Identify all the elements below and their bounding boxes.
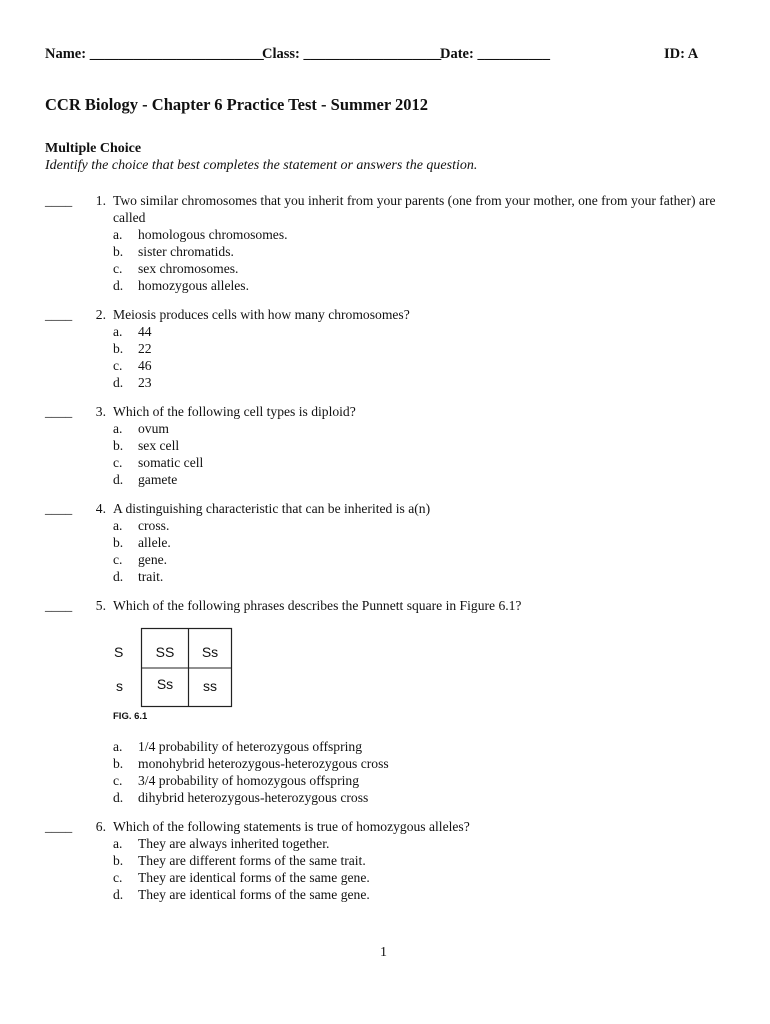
question-number: 5. bbox=[95, 598, 106, 613]
option-letter: b. bbox=[113, 535, 124, 550]
option-text: sex chromosomes. bbox=[138, 261, 239, 276]
question-stem: Meiosis produces cells with how many chromosomes? bbox=[113, 307, 410, 322]
option-letter: c. bbox=[113, 552, 123, 567]
question-stem: Two similar chromosomes that you inherit from your parents (one from your mother, one from your father) are called bbox=[113, 193, 716, 225]
option-letter: d. bbox=[113, 472, 124, 487]
option-letter: c. bbox=[113, 358, 123, 373]
answer-blank: ____ bbox=[45, 501, 73, 516]
option-text: 46 bbox=[138, 358, 152, 373]
row-label-recessive: s bbox=[116, 678, 123, 694]
page-number: 1 bbox=[380, 945, 387, 960]
question-number: 3. bbox=[95, 404, 106, 419]
question-number: 6. bbox=[95, 819, 106, 834]
option-a bbox=[113, 738, 362, 755]
option-c bbox=[113, 357, 152, 374]
option-a bbox=[113, 226, 288, 243]
option-d bbox=[113, 886, 370, 903]
option-text: homozygous alleles. bbox=[138, 278, 249, 293]
option-text: They are different forms of the same trait. bbox=[138, 853, 366, 868]
option-c bbox=[113, 260, 238, 277]
option-letter: c. bbox=[113, 870, 123, 885]
answer-blank: ____ bbox=[45, 404, 73, 419]
option-text: 44 bbox=[138, 324, 152, 339]
option-text: gamete bbox=[138, 472, 178, 487]
option-text: allele. bbox=[138, 535, 171, 550]
option-letter: c. bbox=[113, 773, 123, 788]
option-text: They are identical forms of the same gene. bbox=[138, 887, 370, 902]
name-field-label: Name: ________________________ bbox=[45, 46, 264, 62]
option-letter: a. bbox=[113, 421, 123, 436]
class-field-label: Class: ___________________ bbox=[262, 46, 442, 62]
option-text: They are always inherited together. bbox=[138, 836, 330, 851]
option-text: 3/4 probability of homozygous offspring bbox=[138, 773, 360, 788]
option-letter: b. bbox=[113, 438, 124, 453]
option-letter: c. bbox=[113, 261, 123, 276]
option-text: ovum bbox=[138, 421, 169, 436]
option-b bbox=[113, 243, 234, 260]
option-letter: d. bbox=[113, 887, 124, 902]
option-text: homologous chromosomes. bbox=[138, 227, 288, 242]
option-letter: a. bbox=[113, 324, 123, 339]
answer-blank: ____ bbox=[45, 193, 73, 208]
answer-blank: ____ bbox=[45, 307, 73, 322]
question-stem: Which of the following cell types is diploid? bbox=[113, 404, 356, 419]
option-d bbox=[113, 374, 152, 391]
option-c bbox=[113, 869, 370, 886]
option-text: sex cell bbox=[138, 438, 180, 453]
option-text: trait. bbox=[138, 569, 164, 584]
option-text: 22 bbox=[138, 341, 152, 356]
option-letter: d. bbox=[113, 569, 124, 584]
option-c bbox=[113, 454, 203, 471]
answer-blank: ____ bbox=[45, 819, 73, 834]
option-text: 23 bbox=[138, 375, 152, 390]
option-text: 1/4 probability of heterozygous offspring bbox=[138, 739, 363, 754]
option-letter: c. bbox=[113, 455, 123, 470]
punnett-cell: ss bbox=[203, 678, 217, 694]
option-a bbox=[113, 323, 152, 340]
option-letter: a. bbox=[113, 836, 123, 851]
option-b bbox=[113, 755, 389, 772]
option-text: dihybrid heterozygous-heterozygous cross bbox=[138, 790, 369, 805]
option-text: monohybrid heterozygous-heterozygous cross bbox=[138, 756, 389, 771]
question-stem: Which of the following statements is true of homozygous alleles? bbox=[113, 819, 470, 834]
figure-caption: FIG. 6.1 bbox=[113, 711, 148, 722]
option-text: They are identical forms of the same gene. bbox=[138, 870, 370, 885]
option-text: cross. bbox=[138, 518, 170, 533]
page-title: CCR Biology - Chapter 6 Practice Test - Summer 2012 bbox=[45, 95, 428, 114]
question-number: 1. bbox=[95, 193, 106, 208]
option-text: sister chromatids. bbox=[138, 244, 234, 259]
punnett-cell: SS bbox=[155, 644, 175, 660]
date-field-label: Date: __________ bbox=[440, 46, 550, 62]
option-letter: b. bbox=[113, 341, 124, 356]
option-letter: d. bbox=[113, 375, 124, 390]
punnett-cell: Ss bbox=[156, 676, 174, 692]
option-d bbox=[113, 471, 177, 488]
row-label-dominant: S bbox=[114, 644, 124, 660]
option-letter: d. bbox=[113, 278, 124, 293]
test-id: ID: A bbox=[664, 46, 699, 62]
option-d bbox=[113, 568, 163, 585]
answer-blank: ____ bbox=[45, 598, 73, 613]
option-letter: b. bbox=[113, 853, 124, 868]
option-text: somatic cell bbox=[138, 455, 204, 470]
question-number: 2. bbox=[95, 307, 106, 322]
option-letter: a. bbox=[113, 518, 123, 533]
option-letter: a. bbox=[113, 739, 123, 754]
option-c bbox=[113, 772, 359, 789]
option-letter: a. bbox=[113, 227, 123, 242]
question-stem: A distinguishing characteristic that can be inherited is a(n) bbox=[113, 501, 431, 516]
option-a bbox=[113, 517, 169, 534]
question-number: 4. bbox=[95, 501, 106, 516]
option-letter: b. bbox=[113, 756, 124, 771]
option-b bbox=[113, 437, 179, 454]
option-letter: b. bbox=[113, 244, 124, 259]
option-c bbox=[113, 551, 167, 568]
punnett-square-figure bbox=[113, 627, 243, 727]
section-heading: Multiple Choice bbox=[45, 141, 142, 156]
punnett-cell: Ss bbox=[201, 644, 219, 660]
option-b bbox=[113, 534, 171, 551]
option-a bbox=[113, 420, 169, 437]
option-b bbox=[113, 340, 152, 357]
option-letter: d. bbox=[113, 790, 124, 805]
question-stem: Which of the following phrases describes the Punnett square in Figure 6.1? bbox=[113, 598, 522, 613]
option-d bbox=[113, 789, 368, 806]
section-instruction: Identify the choice that best completes the statement or answers the question. bbox=[45, 158, 478, 173]
option-text: gene. bbox=[138, 552, 168, 567]
option-d bbox=[113, 277, 249, 294]
option-a bbox=[113, 835, 329, 852]
option-b bbox=[113, 852, 366, 869]
